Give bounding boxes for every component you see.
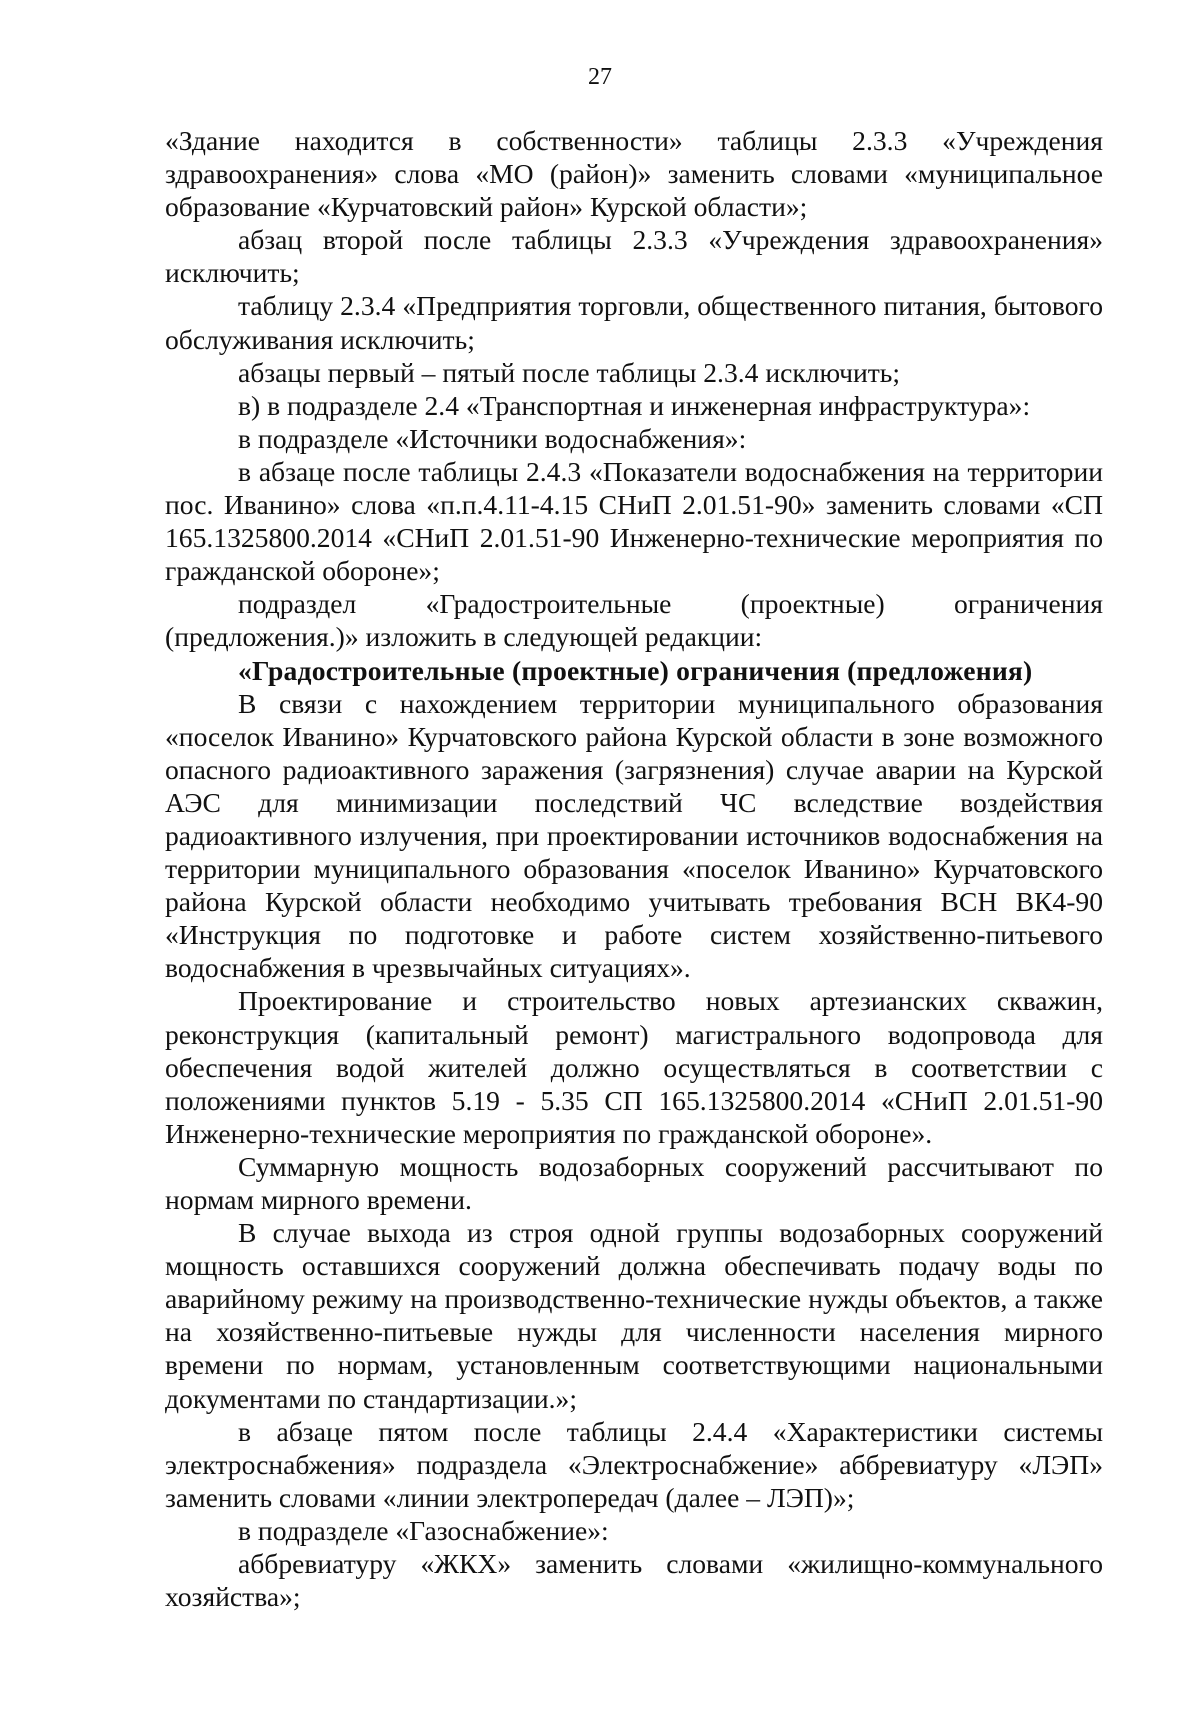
section-heading: «Градостроительные (проектные) ограничения (предложения) [238, 654, 1033, 686]
paragraph-zhkh-abbreviation: аббревиатуру «ЖКХ» заменить словами «жилищно-коммунального хозяйства»; [165, 1548, 1103, 1613]
paragraph-total-capacity: Суммарную мощность водозаборных сооружений рассчитывают по нормам мирного времени. [165, 1150, 1103, 1215]
page-number: 27 [588, 64, 612, 90]
paragraph-table-2-3-3-heading-replace: «Здание находится в собственности» таблицы 2.3.3 «Учреждения здравоохранения» слова «МО (район)» заменить словами «муниципальное образование «Курчатовский район» Курской области»; [165, 125, 1103, 223]
paragraph-exclude-second-abzac: абзац второй после таблицы 2.3.3 «Учреждения здравоохранения» исключить; [165, 224, 1103, 289]
paragraph-table-2-4-3: в абзаце после таблицы 2.4.3 «Показатели водоснабжения на территории пос. Иванино» слова «п.п.4.11-4.15 СНиП 2.01.51-90» заменить словами «СП 165.1325800.2014 «СНиП 2.01.51-90 Инженерно-технические мероприятия по гражданской обороне»; [165, 455, 1103, 587]
paragraph-radiation-zone: В связи с нахождением территории муниципального образования «поселок Иванино» Курчатовского района Курской области в зоне возможного опасного радиоактивного заражения (загрязнения) случае аварии на Курской АЭС для минимизации последствий ЧС вследствие воздействия радиоактивного излучения, при проектировании источников водоснабжения на территории муниципального образования «поселок Иванино» Курчатовского района Курской области необходимо учитывать требования ВСН ВК4-90 «Инструкция по подготовке и работе систем хозяйственно-питьевого водоснабжения в чрезвычайных ситуациях». [165, 687, 1103, 984]
paragraph-subsection-2-4: в) в подразделе 2.4 «Транспортная и инженерная инфраструктура»: [238, 389, 1031, 421]
paragraph-exclude-abzacs: абзацы первый – пятый после таблицы 2.3.4 исключить; [238, 356, 901, 388]
paragraph-water-sources: в подразделе «Источники водоснабжения»: [238, 422, 747, 454]
paragraph-exclude-table-2-3-4: таблицу 2.3.4 «Предприятия торговли, общественного питания, бытового обслуживания исключить; [165, 290, 1103, 355]
paragraph-failure-case: В случае выхода из строя одной группы водозаборных сооружений мощность оставшихся сооружений должна обеспечивать подачу воды по аварийному режиму на производственно-технические нужды объектов, а также на хозяйственно-питьевые нужды для численности населения мирного времени по нормам, установленным соответствующими национальными документами по стандартизации.»; [165, 1217, 1103, 1414]
document-body [165, 124, 1103, 1613]
paragraph-subsection-restrictions: подраздел «Градостроительные (проектные) ограничения (предложения.)» изложить в следующей редакции: [165, 588, 1103, 653]
paragraph-table-2-4-4: в абзаце пятом после таблицы 2.4.4 «Характеристики системы электроснабжения» подраздела «Электроснабжение» аббревиатуру «ЛЭП» заменить словами «линии электропередач (далее – ЛЭП)»; [165, 1415, 1103, 1513]
paragraph-wells-design: Проектирование и строительство новых артезианских скважин, реконструкция (капитальный ремонт) магистрального водопровода для обеспечения водой жителей должно осуществляться в соответствии с положениями пунктов 5.19 - 5.35 СП 165.1325800.2014 «СНиП 2.01.51-90 Инженерно-технические мероприятия по гражданской обороне». [165, 985, 1103, 1149]
paragraph-gas-supply: в подразделе «Газоснабжение»: [238, 1514, 609, 1546]
